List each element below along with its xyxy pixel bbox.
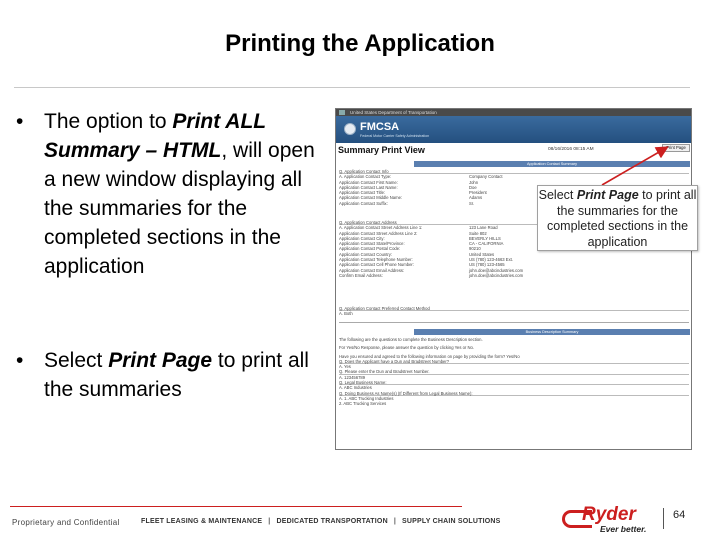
field-label: Application Contact City:	[339, 235, 385, 241]
field-label: Application Contact Telephone Number:	[339, 257, 413, 263]
timestamp: 08/16/2016 08:15 AM	[548, 147, 594, 152]
answer-row: A. Both	[339, 311, 353, 317]
section-header-business: Business Description Summary	[414, 329, 690, 335]
emphasis-text: Print ALL Summary – HTML	[44, 110, 266, 162]
question-row: Q. Application Contact Info	[339, 169, 689, 174]
field-value: 123 Lane Road	[469, 225, 498, 231]
field-label: Application Contact Country:	[339, 251, 393, 257]
title-divider	[14, 87, 690, 88]
fmcsa-logo-text: FMCSA	[360, 121, 400, 133]
field-value: US (780) 123-4565	[469, 262, 505, 268]
question-row: Q. Please enter the Dun and Bradstreet Number.	[339, 369, 689, 374]
field-label: Confirm Email Address:	[339, 272, 383, 278]
answer-row: A. Yes	[339, 364, 351, 370]
question-row: Q. Application Contact Preferred Contact Method	[339, 306, 689, 311]
question-row: Q. Doing Business As Name(s) (If Different from Legal Business Name):	[339, 391, 689, 396]
fmcsa-banner	[336, 116, 691, 143]
separator: |	[393, 518, 396, 525]
business-rows	[339, 354, 689, 407]
bullet-dot: •	[16, 349, 24, 372]
print-page-button[interactable]: Print Page	[662, 144, 690, 152]
field-value: john.doe@abcindustries.com	[469, 267, 524, 273]
field-value: Doe	[469, 184, 477, 190]
bullet-text	[16, 346, 316, 404]
field-value: Suite 802	[469, 230, 487, 236]
business-note: For Yes/No Response, please answer the question by clicking Yes or No.	[339, 345, 475, 351]
emphasis-text: Print Page	[576, 188, 639, 202]
slide-title: Printing the Application	[225, 30, 495, 57]
field-row	[339, 273, 689, 278]
section-divider	[339, 322, 689, 323]
view-title: Summary Print View	[338, 145, 425, 155]
field-label: Application Contact Suffix:	[339, 200, 388, 206]
ryder-logo-tagline: Ever better.	[600, 524, 647, 534]
ryder-logo	[556, 500, 656, 536]
fmcsa-emblem-icon	[344, 123, 356, 135]
text-run: Select	[538, 188, 577, 202]
page-number-divider	[663, 508, 664, 529]
summary-print-view-screenshot	[335, 108, 692, 450]
text-run: The option to	[44, 110, 173, 133]
text-run: Select	[44, 349, 109, 372]
service-fleet-leasing: FLEET LEASING & MAINTENANCE	[141, 518, 263, 525]
field-value: BEVERLY HILLS	[469, 235, 501, 241]
bullet-select-print-page	[16, 346, 316, 404]
emphasis-text: Print Page	[108, 349, 213, 372]
field-label: Application Contact Email Address:	[339, 267, 405, 273]
field-label: Application Contact Last Name:	[339, 184, 398, 190]
field-label: Application Contact State/Province:	[339, 241, 405, 247]
footer-confidential: Proprietary and Confidential	[12, 518, 120, 527]
field-value: United States	[469, 251, 495, 257]
field-value: Sr.	[469, 200, 475, 206]
footer-services	[141, 518, 501, 525]
separator: |	[268, 518, 271, 525]
page-number: 64	[673, 509, 686, 521]
answer-row: Have you ensured and agreed to the following information on page by providing the form? Yes/No	[339, 353, 520, 359]
question-row: Q. Does the Applicant have a Dun and Bradstreet Number?	[339, 359, 689, 364]
field-value: Company Contact	[469, 174, 503, 180]
field-value: john.doe@abcindustries.com	[469, 272, 524, 278]
question-row: Q. Legal Business Name:	[339, 380, 689, 385]
field-label: Application Contact Cell Phone Number:	[339, 262, 414, 268]
field-value: John	[469, 179, 479, 185]
bullet-print-all-summary	[16, 107, 316, 281]
field-value: Adams	[469, 195, 483, 201]
answer-row: A. 1. ABC Trucking Industries	[339, 395, 394, 401]
field-label: Application Contact Middle Name:	[339, 195, 403, 201]
footer-divider	[10, 506, 462, 507]
bullet-dot: •	[16, 110, 24, 133]
bullet-text	[16, 107, 316, 281]
field-label: Application Contact Street Address Line 2:	[339, 230, 418, 236]
field-label: Application Contact Postal Code:	[339, 246, 401, 252]
field-label: Application Contact Title:	[339, 190, 386, 196]
text-run: , will open a new window displaying all the summaries for the completed sections in the application	[44, 139, 315, 278]
answer-row: A. 123456789	[339, 374, 366, 380]
text-run: to print all the summaries for the completed sections in the application	[546, 188, 697, 249]
answer-row: 2. ABC Trucking Services	[339, 401, 387, 407]
field-value: US (780) 123-4663 Ext.	[469, 257, 513, 263]
field-value: CA - CALIFORNIA	[469, 241, 504, 247]
field-label: A. Application Contact Street Address Line 1:	[339, 225, 423, 231]
ryder-logo-word: Ryder	[582, 504, 636, 525]
field-value: 90210	[469, 246, 481, 252]
answer-row: A. ABC Industries	[339, 385, 372, 391]
field-label: A. Application Contact Type:	[339, 174, 392, 180]
text-run: to print all the summaries	[44, 349, 309, 401]
service-supply-chain: SUPPLY CHAIN SOLUTIONS	[402, 518, 501, 525]
field-value: President	[469, 190, 487, 196]
window-title: United States Department of Transportation	[350, 110, 437, 115]
field-label: Application Contact First Name:	[339, 179, 398, 185]
print-page-callout	[537, 185, 698, 251]
business-intro: The following are the questions to complete the Business Description section.	[339, 337, 483, 342]
business-description-block	[339, 337, 689, 407]
fmcsa-logo-subtitle: Federal Motor Carrier Safety Administration	[360, 134, 430, 138]
question-row: Q. Application Contact Address	[339, 220, 689, 225]
contact-method-block	[339, 306, 689, 317]
window-title-bar	[336, 109, 691, 116]
section-header-contact: Application Contact Summary	[414, 161, 690, 167]
service-dedicated-transportation: DEDICATED TRANSPORTATION	[276, 518, 388, 525]
window-icon	[339, 110, 345, 115]
